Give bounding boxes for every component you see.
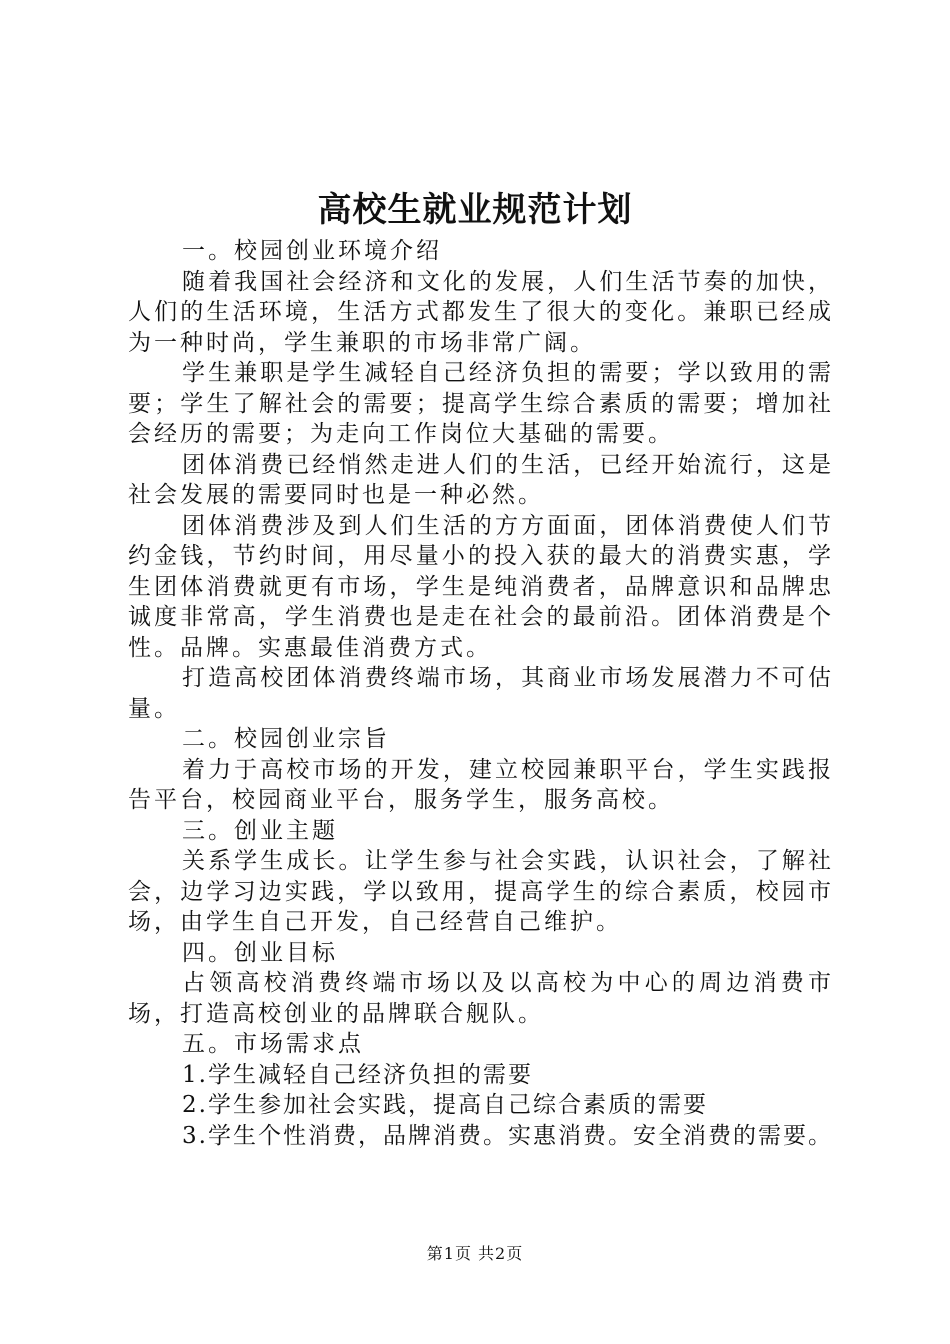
- page-footer: 第1页 共2页: [426, 1244, 524, 1263]
- section-heading-demand: 五。市场需求点: [182, 1031, 364, 1057]
- section-heading-theme: 三。创业主题: [182, 817, 338, 844]
- paragraph-goal: 占领高校消费终端市场以及以高校为中心的周边消费市场，打造高校创业的品牌联合舰队。: [128, 970, 834, 1027]
- section-heading-goal: 四。创业目标: [182, 939, 338, 966]
- paragraph-purpose: 着力于高校市场的开发，建立校园兼职平台，学生实践报告平台，校园商业平台，服务学生，服务高校。: [128, 756, 834, 813]
- paragraph-market-potential: 打造高校团体消费终端市场，其商业市场发展潜力不可估量。: [128, 665, 834, 722]
- section-heading-environment: 一。校园创业环境介绍: [182, 238, 442, 264]
- paragraph-social-development: 随着我国社会经济和文化的发展，人们生活节奏的加快，人们的生活环境，生活方式都发生了很大的变化。兼职已经成为一种时尚，学生兼职的市场非常广阔。: [128, 268, 834, 356]
- paragraph-group-consumption-benefits: 团体消费涉及到人们生活的方方面面，团体消费使人们节约金钱，节约时间，用尽量小的投入获的最大的消费实惠，学生团体消费就更有市场，学生是纯消费者，品牌意识和品牌忠诚度非常高，学生消费也是走在社会的最前沿。团体消费是个性。品牌。实惠最佳消费方式。: [128, 512, 834, 661]
- paragraph-theme: 关系学生成长。让学生参与社会实践，认识社会，了解社会，边学习边实践，学以致用，提高学生的综合素质，校园市场，由学生自己开发，自己经营自己维护。: [128, 848, 834, 935]
- document-title: 高校生就业规范计划: [317, 190, 633, 230]
- paragraph-part-time-needs: 学生兼职是学生减轻自己经济负担的需要；学以致用的需要；学生了解社会的需要；提高学生综合素质的需要；增加社会经历的需要；为走向工作岗位大基础的需要。: [128, 360, 834, 447]
- paragraph-group-consumption-trend: 团体消费已经悄然走进人们的生活，已经开始流行，这是社会发展的需要同时也是一种必然。: [128, 451, 834, 508]
- document-body: [128, 236, 834, 1151]
- demand-list-item-1: 1.学生减轻自己经济负担的需要: [182, 1061, 533, 1088]
- section-heading-purpose: 二。校园创业宗旨: [182, 726, 390, 752]
- demand-list-item-2: 2.学生参加社会实践，提高自己综合素质的需要: [182, 1092, 708, 1118]
- demand-list-item-3: 3.学生个性消费，品牌消费。实惠消费。安全消费的需要。: [182, 1122, 833, 1149]
